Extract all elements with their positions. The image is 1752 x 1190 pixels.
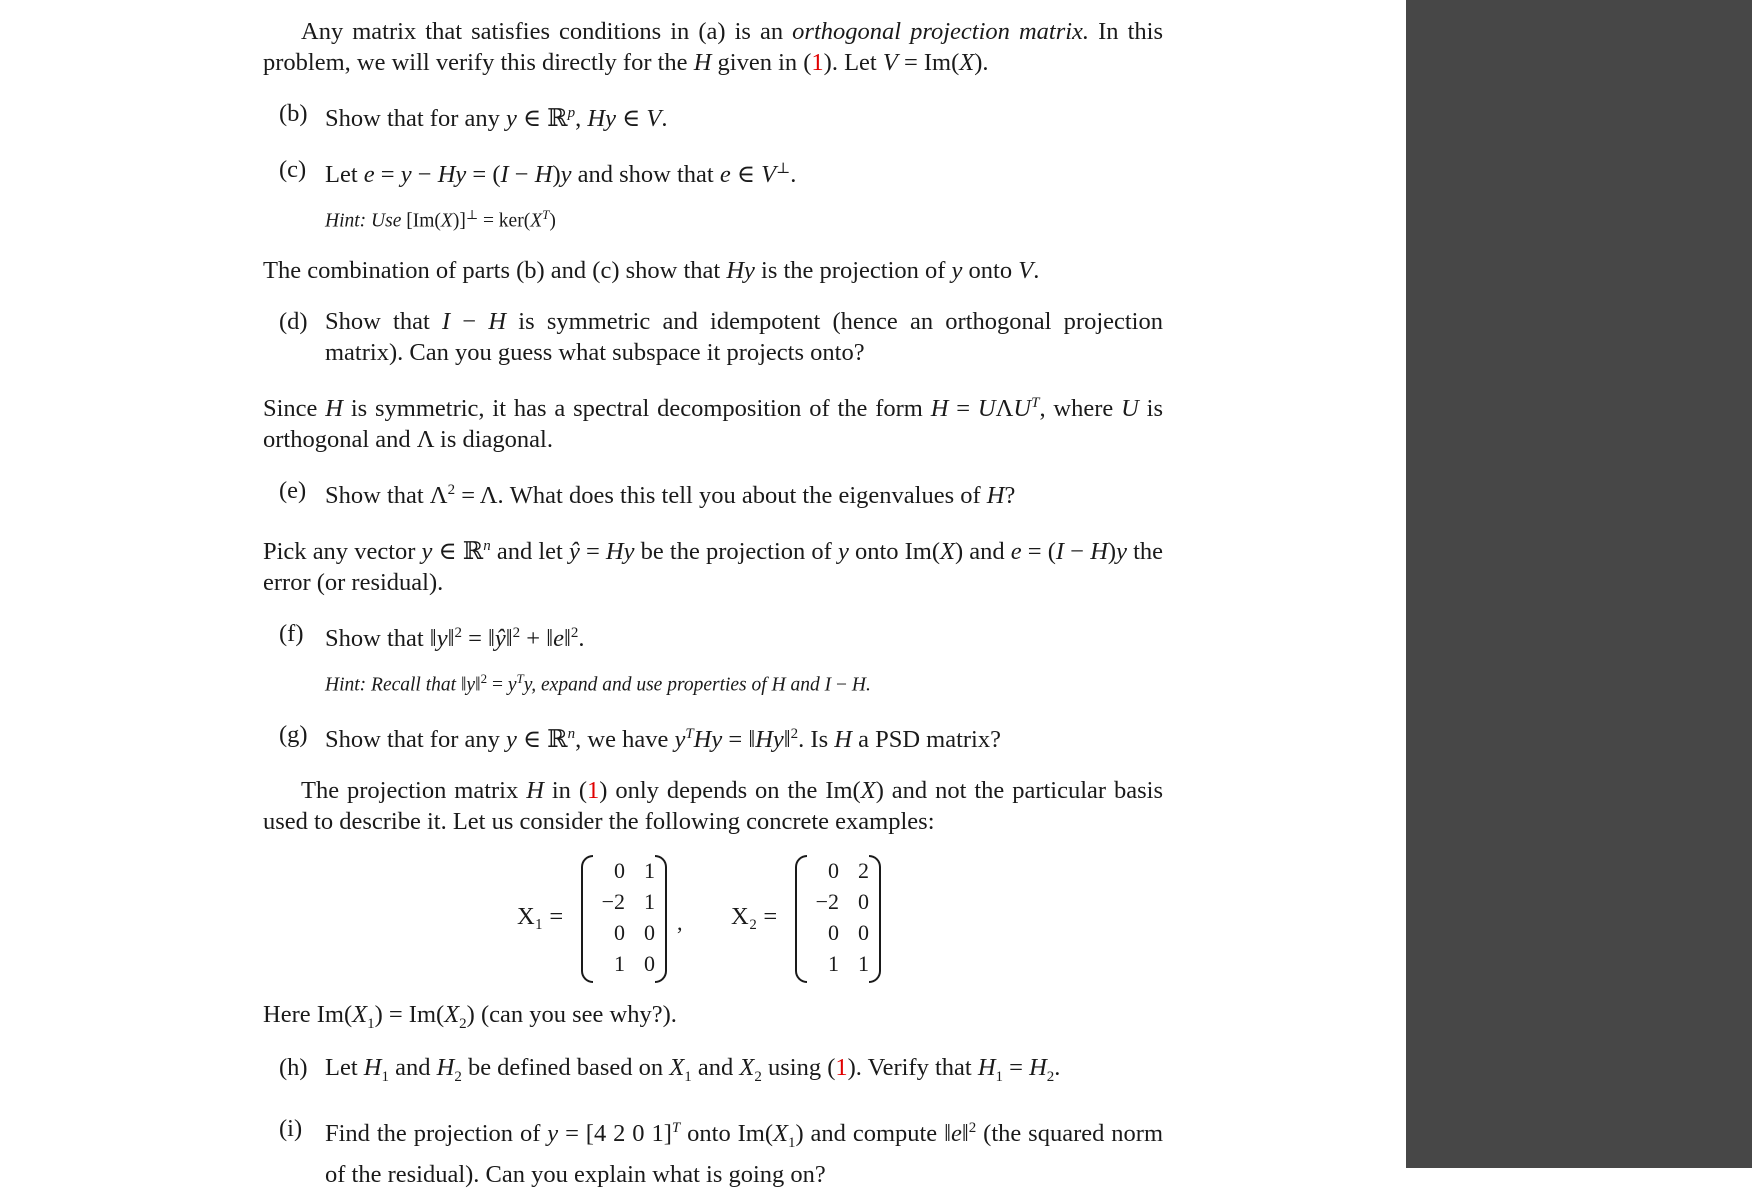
x1-cell: 1	[644, 858, 655, 884]
equation-ref[interactable]: 1	[586, 777, 600, 805]
item-label: (f)	[279, 620, 304, 648]
item-label: (e)	[279, 476, 307, 504]
item-b: (b) Show that for any y ∈ ℝ$^p$, Hy ∈ V.	[279, 100, 668, 133]
x2-cell: 2	[858, 858, 869, 884]
item-label: (g)	[279, 720, 308, 748]
hint-c: Hint: Use $[Im(X)]^\perp = ker(X^T)$	[325, 207, 556, 232]
matrix-x2	[795, 855, 881, 981]
item-label: (i)	[279, 1114, 303, 1142]
item-i: (i) Find the projection of y = [4 2 0 1]$^T$ onto $Im(X_1)$ and compute ‖e‖$^2$ (the squared norm of the residual). Can you explain what is going on?	[279, 1114, 1163, 1188]
x1-cell: 0	[644, 920, 655, 946]
x2-cell: 0	[828, 920, 839, 946]
intro-paragraph: Any matrix that satisfies conditions in (a) is an orthogonal projection matrix. In this problem, we will verify this directly for the H given in (1). Let V = Im(X).	[263, 18, 1163, 76]
viewer-background	[1406, 0, 1752, 1168]
item-label: (c)	[279, 156, 307, 184]
projection-paragraph: The projection matrix H in (1) only depends on the Im(X) and not the particular basis used to describe it. Let us consider the following concrete examples:	[263, 777, 1163, 836]
hint-f: Hint: Recall that ‖y‖$^2$ = $y^Ty$, expand and use properties of H and I − H.	[325, 671, 871, 696]
x1-cell: −2	[601, 889, 625, 915]
x2-cell: 0	[858, 889, 869, 915]
spectral-paragraph: Since H is symmetric, it has a spectral decomposition of the form $H = U\Lambda U^T$, where U is orthogonal and Λ is diagonal.	[263, 394, 1163, 453]
item-d: (d) Show that I − H is symmetric and idempotent (hence an orthogonal projection matrix). Can you guess what subspace it projects onto?	[279, 307, 1163, 366]
item-f: (f) Show that ‖y‖$^2$ = ‖ŷ‖$^2$ + ‖e‖$^2$.	[279, 620, 585, 653]
x2-cell: 0	[858, 920, 869, 946]
problem-text	[263, 16, 1163, 1190]
item-e: (e) Show that $\Lambda^2 = \Lambda$. What does this tell you about the eigenvalues of H?	[279, 476, 1016, 510]
example-matrices	[263, 855, 1163, 985]
item-c: (c) Let e = y − Hy = (I − H)y and show that e ∈ V⊥.	[279, 156, 797, 189]
combination-paragraph: The combination of parts (b) and (c) show that Hy is the projection of y onto V.	[263, 256, 1040, 284]
x1-cell: 0	[614, 920, 625, 946]
item-g: (g) Show that for any y ∈ ℝ$^n$, we have $y^THy$ = ‖Hy‖$^2$. Is H a PSD matrix?	[279, 720, 1001, 754]
equation-ref[interactable]: 1	[835, 1053, 848, 1081]
x2-cell: −2	[815, 889, 839, 915]
pick-paragraph: Pick any vector y ∈ ℝ$^n$ and let ŷ = Hy be the projection of y onto Im(X) and e = (I − H)y the error (or residual).	[263, 538, 1163, 597]
x1-label: X₁ =	[517, 903, 564, 931]
x1-cell: 0	[644, 951, 655, 977]
equation-ref[interactable]: 1	[811, 49, 824, 76]
matrix-separator: ,	[677, 910, 683, 936]
item-label: (d)	[279, 307, 308, 335]
x1-cell: 1	[614, 951, 625, 977]
x1-cell: 0	[614, 858, 625, 884]
x1-cell: 1	[644, 889, 655, 915]
x2-cell: 1	[858, 951, 869, 977]
item-label: (b)	[279, 100, 308, 127]
x2-cell: 1	[828, 951, 839, 977]
matrix-x1	[581, 855, 667, 981]
item-h: (h) Let $H_1$ and $H_2$ be defined based on $X_1$ and $X_2$ using (1). Verify that $H_1 = H_2$.	[279, 1053, 1061, 1085]
item-label: (h)	[279, 1053, 308, 1081]
x2-label: X₂ =	[731, 903, 778, 931]
here-paragraph: Here $Im(X_1) = Im(X_2)$ (can you see why?).	[263, 1001, 677, 1032]
x2-cell: 0	[828, 858, 839, 884]
